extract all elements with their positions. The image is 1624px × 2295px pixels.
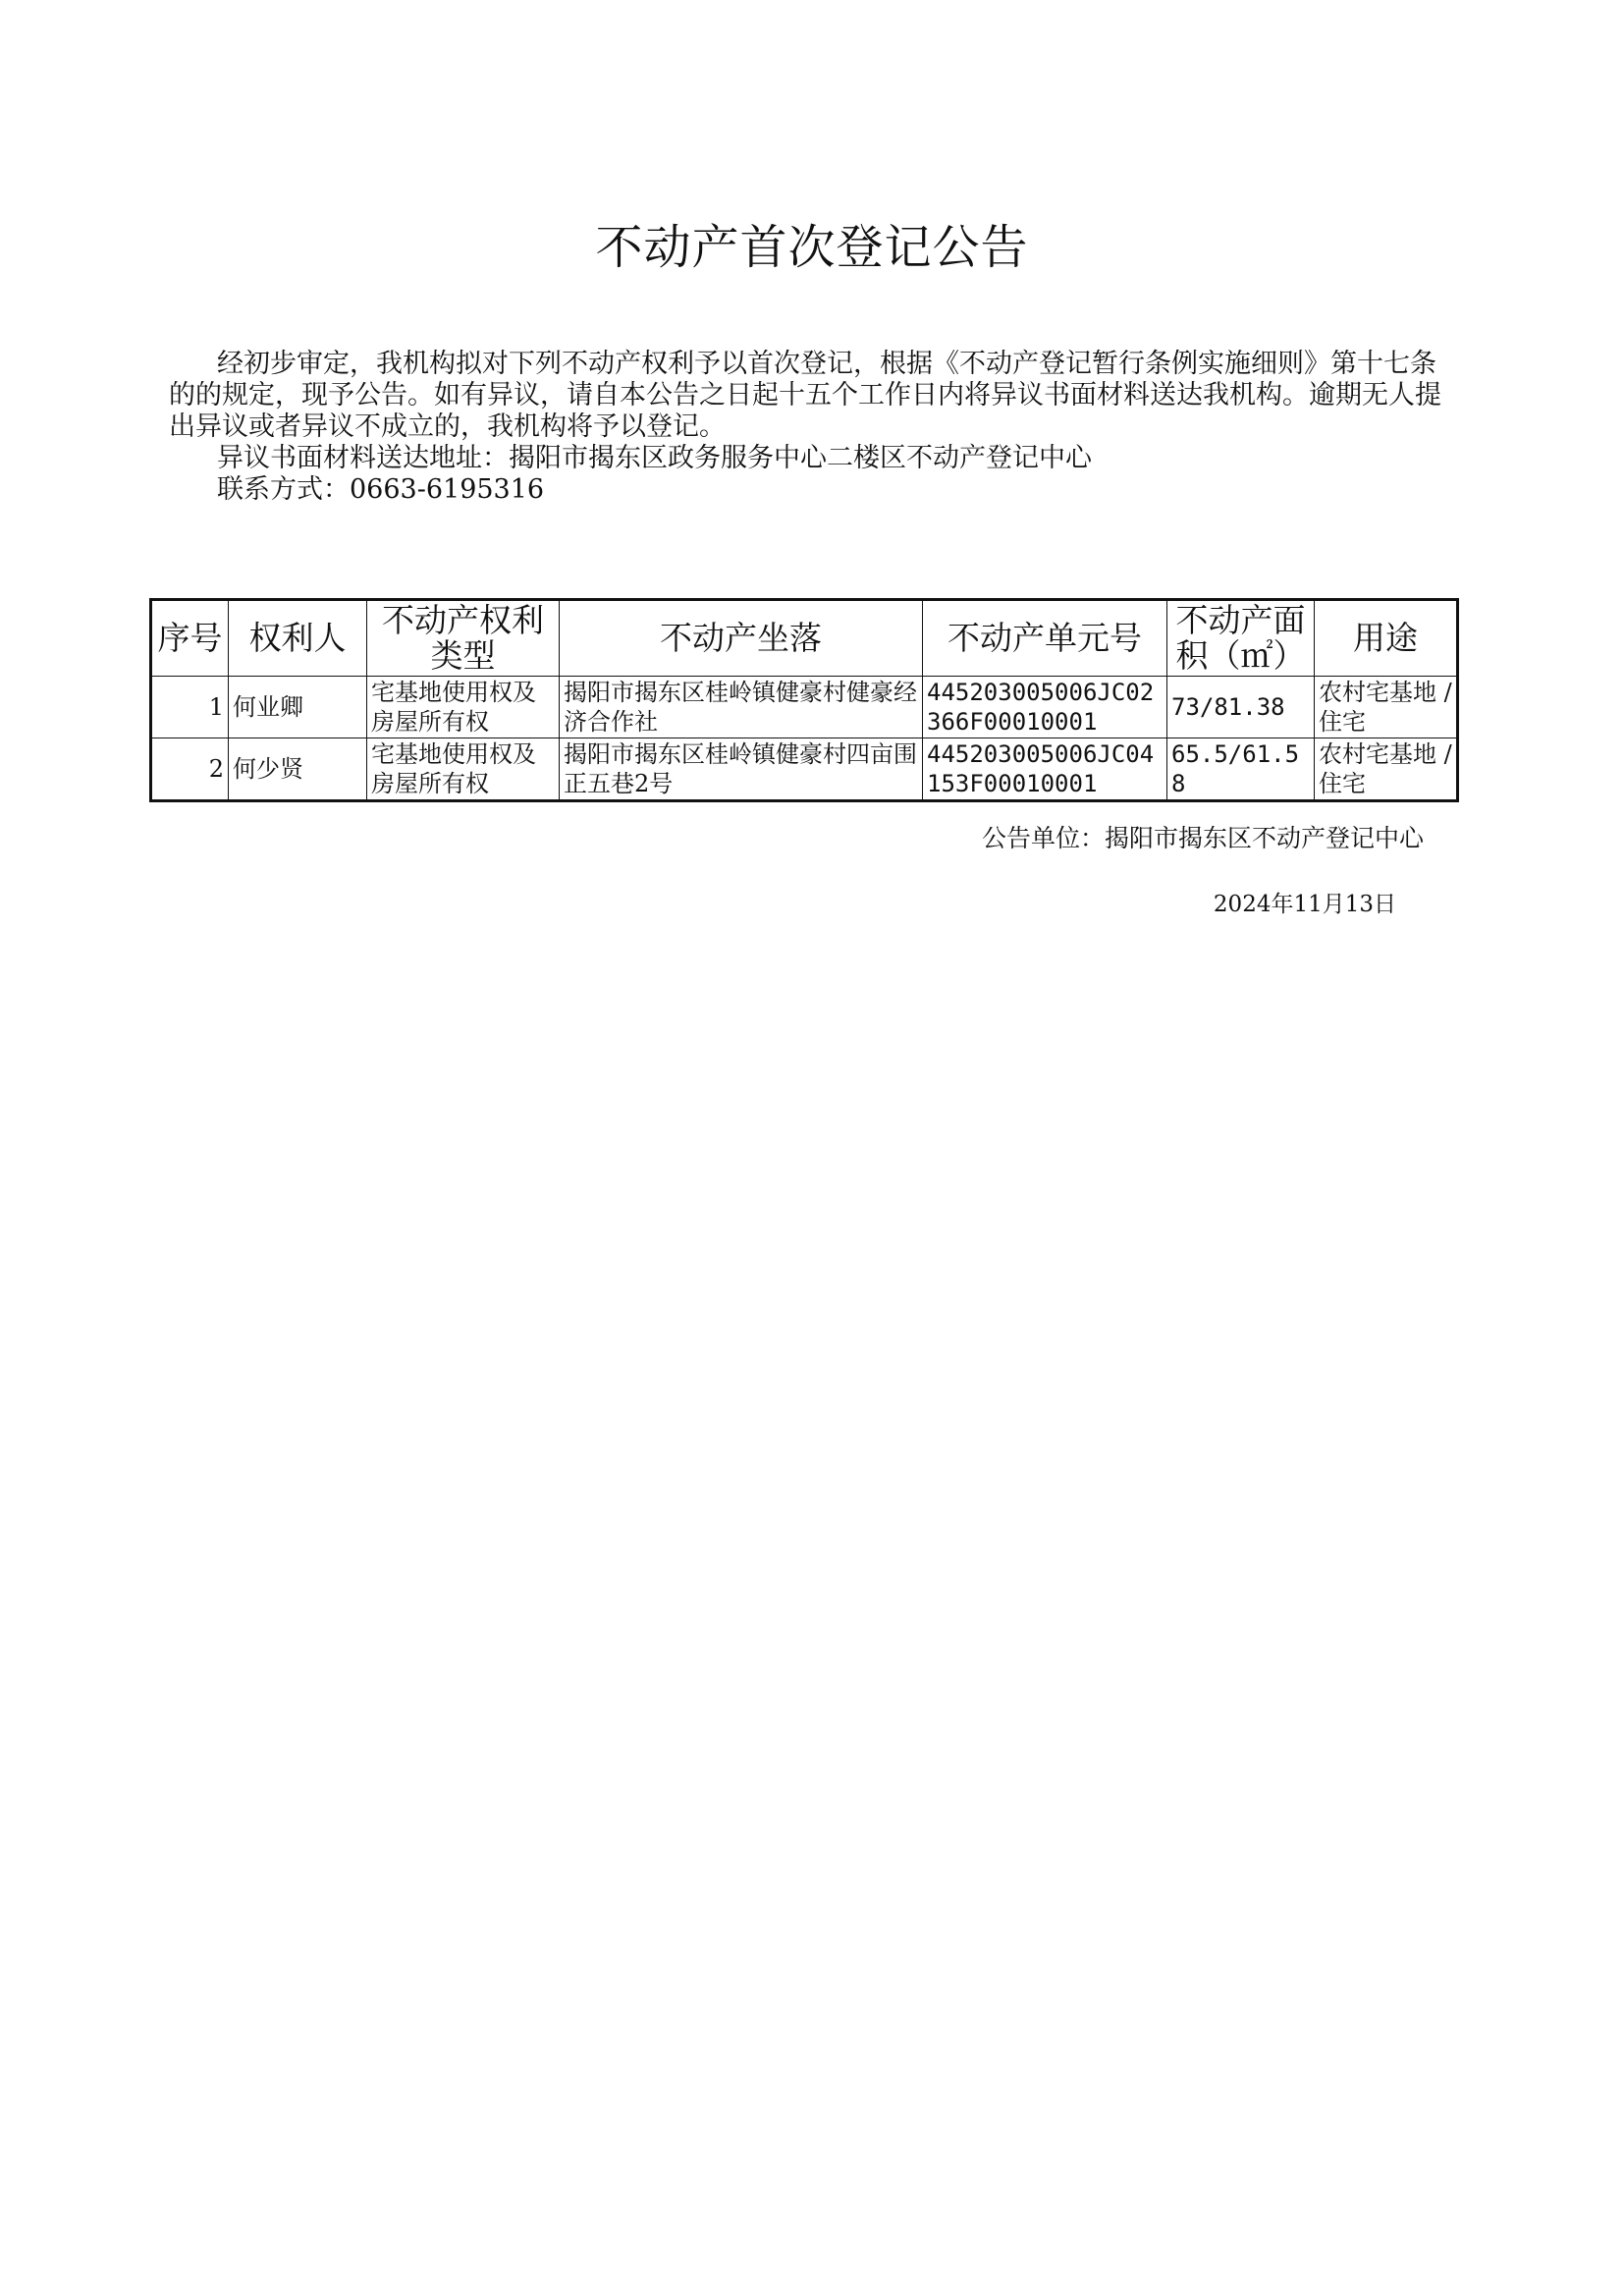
- header-usage: 用途: [1315, 600, 1458, 677]
- cell-seq: 1: [151, 677, 229, 738]
- table-row: [151, 738, 1458, 801]
- header-right-type: 不动产权利类型: [367, 600, 560, 677]
- cell-area: 65.5/61.58: [1167, 738, 1315, 801]
- issuing-unit: 公告单位：揭阳市揭东区不动产登记中心: [981, 824, 1424, 852]
- cell-holder: 何业卿: [229, 677, 367, 738]
- registration-table: [149, 598, 1459, 802]
- cell-location: 揭阳市揭东区桂岭镇健豪村健豪经济合作社: [560, 677, 923, 738]
- cell-area: 73/81.38: [1167, 677, 1315, 738]
- cell-usage: 农村宅基地 / 住宅: [1315, 738, 1458, 801]
- cell-seq: 2: [151, 738, 229, 801]
- header-location: 不动产坐落: [560, 600, 923, 677]
- header-holder: 权利人: [229, 600, 367, 677]
- cell-usage: 农村宅基地 / 住宅: [1315, 677, 1458, 738]
- announcement-intro: [169, 349, 1445, 506]
- announcement-paragraph: 经初步审定，我机构拟对下列不动产权利予以首次登记，根据《不动产登记暂行条例实施细则》第十七条的的规定，现予公告。如有异议，请自本公告之日起十五个工作日内将异议书面材料送达我机构。逾期无人提出异议或者异议不成立的，我机构将予以登记。: [169, 349, 1441, 442]
- objection-address: 异议书面材料送达地址：揭阳市揭东区政务服务中心二楼区不动产登记中心: [217, 443, 1092, 473]
- cell-location: 揭阳市揭东区桂岭镇健豪村四亩围正五巷2号: [560, 738, 923, 801]
- page-title: 不动产首次登记公告: [595, 220, 1029, 275]
- header-unit-no: 不动产单元号: [923, 600, 1167, 677]
- cell-unit-no: 445203005006JC02366F00010001: [923, 677, 1167, 738]
- cell-right-type: 宅基地使用权及房屋所有权: [367, 738, 560, 801]
- cell-holder: 何少贤: [229, 738, 367, 801]
- cell-right-type: 宅基地使用权及房屋所有权: [367, 677, 560, 738]
- header-seq: 序号: [151, 600, 229, 677]
- table-row: [151, 677, 1458, 738]
- cell-unit-no: 445203005006JC04153F00010001: [923, 738, 1167, 801]
- header-area: 不动产面积（㎡）: [1167, 600, 1315, 677]
- contact-info: 联系方式：0663-6195316: [217, 474, 545, 505]
- issue-date: 2024年11月13日: [1213, 892, 1396, 917]
- table-header-row: [151, 600, 1458, 677]
